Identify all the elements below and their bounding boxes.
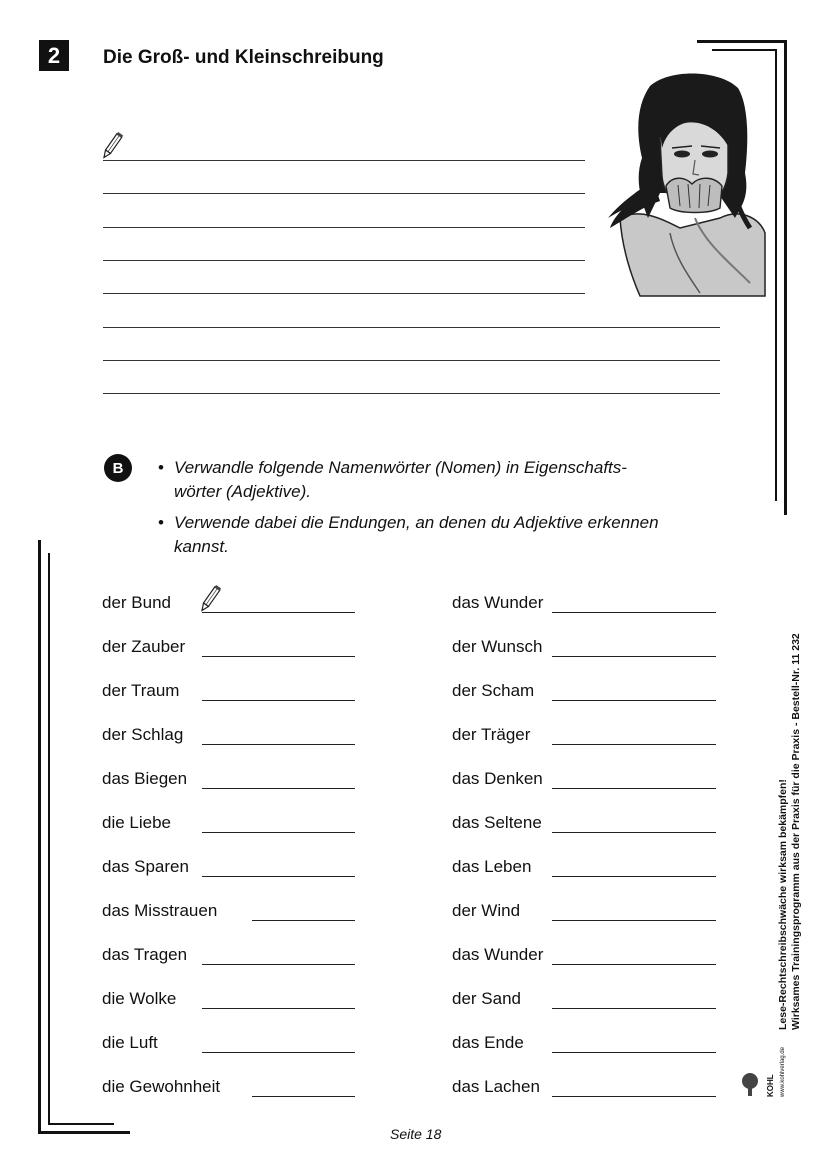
answer-blank[interactable] — [252, 1096, 355, 1097]
word-right: das Ende — [452, 1033, 524, 1052]
answer-blank[interactable] — [552, 832, 716, 833]
answer-blank[interactable] — [202, 656, 355, 657]
answer-blank[interactable] — [552, 612, 716, 613]
writing-line[interactable] — [103, 160, 585, 161]
word-left: der Schlag — [102, 725, 184, 744]
word-left: das Biegen — [102, 769, 188, 788]
girl-illustration — [600, 68, 770, 300]
instruction-2-line-1: Verwende dabei die Endungen, an denen du Adjektive erkennen — [174, 513, 659, 532]
word-right: das Seltene — [452, 813, 542, 832]
frame-bottom-left-outer-h — [38, 1131, 130, 1134]
answer-blank[interactable] — [202, 612, 355, 613]
instruction-1-line-1: Verwandle folgende Namenwörter (Nomen) in Eigenschafts- — [174, 458, 627, 477]
exercise-number: 2 — [39, 40, 69, 71]
answer-blank[interactable] — [202, 700, 355, 701]
sidebar-line-2: Wirksames Trainingsprogramm aus der Praxis für die Praxis - Bestell-Nr. 11 232 — [790, 633, 802, 1030]
frame-top-right-outer-v — [784, 40, 787, 515]
answer-blank[interactable] — [552, 876, 716, 877]
page-title: Die Groß- und Kleinschreibung — [103, 47, 384, 68]
answer-blank[interactable] — [202, 744, 355, 745]
bullet: • — [158, 458, 164, 477]
writing-line[interactable] — [103, 193, 585, 194]
answer-blank[interactable] — [552, 1008, 716, 1009]
answer-blank[interactable] — [202, 1008, 355, 1009]
instruction-1-line-2: wörter (Adjektive). — [174, 482, 311, 501]
answer-blank[interactable] — [552, 920, 716, 921]
word-right: das Lachen — [452, 1077, 540, 1096]
publisher-logo-mark — [740, 1071, 760, 1097]
writing-line[interactable] — [103, 393, 720, 394]
word-left: das Sparen — [102, 857, 189, 876]
frame-top-right-inner-h — [712, 49, 776, 51]
word-left: die Wolke — [102, 989, 177, 1008]
publisher-logo-text: KOHL — [766, 1074, 775, 1097]
answer-blank[interactable] — [202, 832, 355, 833]
frame-top-right-inner-v — [775, 49, 777, 501]
page-number: Seite 18 — [390, 1126, 442, 1142]
answer-blank[interactable] — [552, 788, 716, 789]
writing-line[interactable] — [103, 327, 720, 328]
instruction-2 — [158, 511, 758, 559]
answer-blank[interactable] — [252, 920, 355, 921]
word-right: das Wunder — [452, 593, 544, 612]
answer-blank[interactable] — [552, 700, 716, 701]
answer-blank[interactable] — [202, 964, 355, 965]
answer-blank[interactable] — [202, 1052, 355, 1053]
word-right: der Träger — [452, 725, 531, 744]
word-right: das Denken — [452, 769, 543, 788]
frame-top-right-outer-h — [697, 40, 787, 43]
writing-line[interactable] — [103, 360, 720, 361]
task-b-badge: B — [104, 454, 132, 482]
sidebar-line-1: Lese-Rechtschreibschwäche wirksam bekämpfen! — [777, 779, 789, 1030]
word-right: der Sand — [452, 989, 521, 1008]
instruction-1 — [158, 456, 758, 504]
word-left: der Zauber — [102, 637, 186, 656]
word-right: der Wunsch — [452, 637, 543, 656]
publisher-logo — [740, 1035, 790, 1099]
answer-blank[interactable] — [552, 1096, 716, 1097]
word-left: der Traum — [102, 681, 180, 700]
publisher-website: www.kohlverlag.de — [780, 1046, 786, 1097]
word-right: das Leben — [452, 857, 532, 876]
word-right: das Wunder — [452, 945, 544, 964]
answer-blank[interactable] — [552, 656, 716, 657]
frame-bottom-left-inner-h — [48, 1123, 114, 1125]
instruction-2-line-2: kannst. — [174, 537, 229, 556]
answer-blank[interactable] — [202, 876, 355, 877]
answer-blank[interactable] — [552, 744, 716, 745]
answer-blank[interactable] — [202, 788, 355, 789]
word-left: das Tragen — [102, 945, 188, 964]
sidebar-publisher-info — [777, 633, 803, 1030]
frame-bottom-left-inner-v — [48, 553, 50, 1124]
writing-line[interactable] — [103, 293, 585, 294]
frame-bottom-left-outer-v — [38, 540, 41, 1134]
word-left: das Misstrauen — [102, 901, 218, 920]
pencil-icon — [199, 583, 221, 615]
answer-blank[interactable] — [552, 964, 716, 965]
word-left: der Bund — [102, 593, 171, 612]
word-right: der Wind — [452, 901, 521, 920]
pencil-icon — [101, 130, 123, 162]
writing-line[interactable] — [103, 227, 585, 228]
word-right: der Scham — [452, 681, 535, 700]
word-left: die Gewohnheit — [102, 1077, 221, 1096]
word-left: die Luft — [102, 1033, 158, 1052]
answer-blank[interactable] — [552, 1052, 716, 1053]
bullet: • — [158, 513, 164, 532]
writing-line[interactable] — [103, 260, 585, 261]
word-left: die Liebe — [102, 813, 172, 832]
